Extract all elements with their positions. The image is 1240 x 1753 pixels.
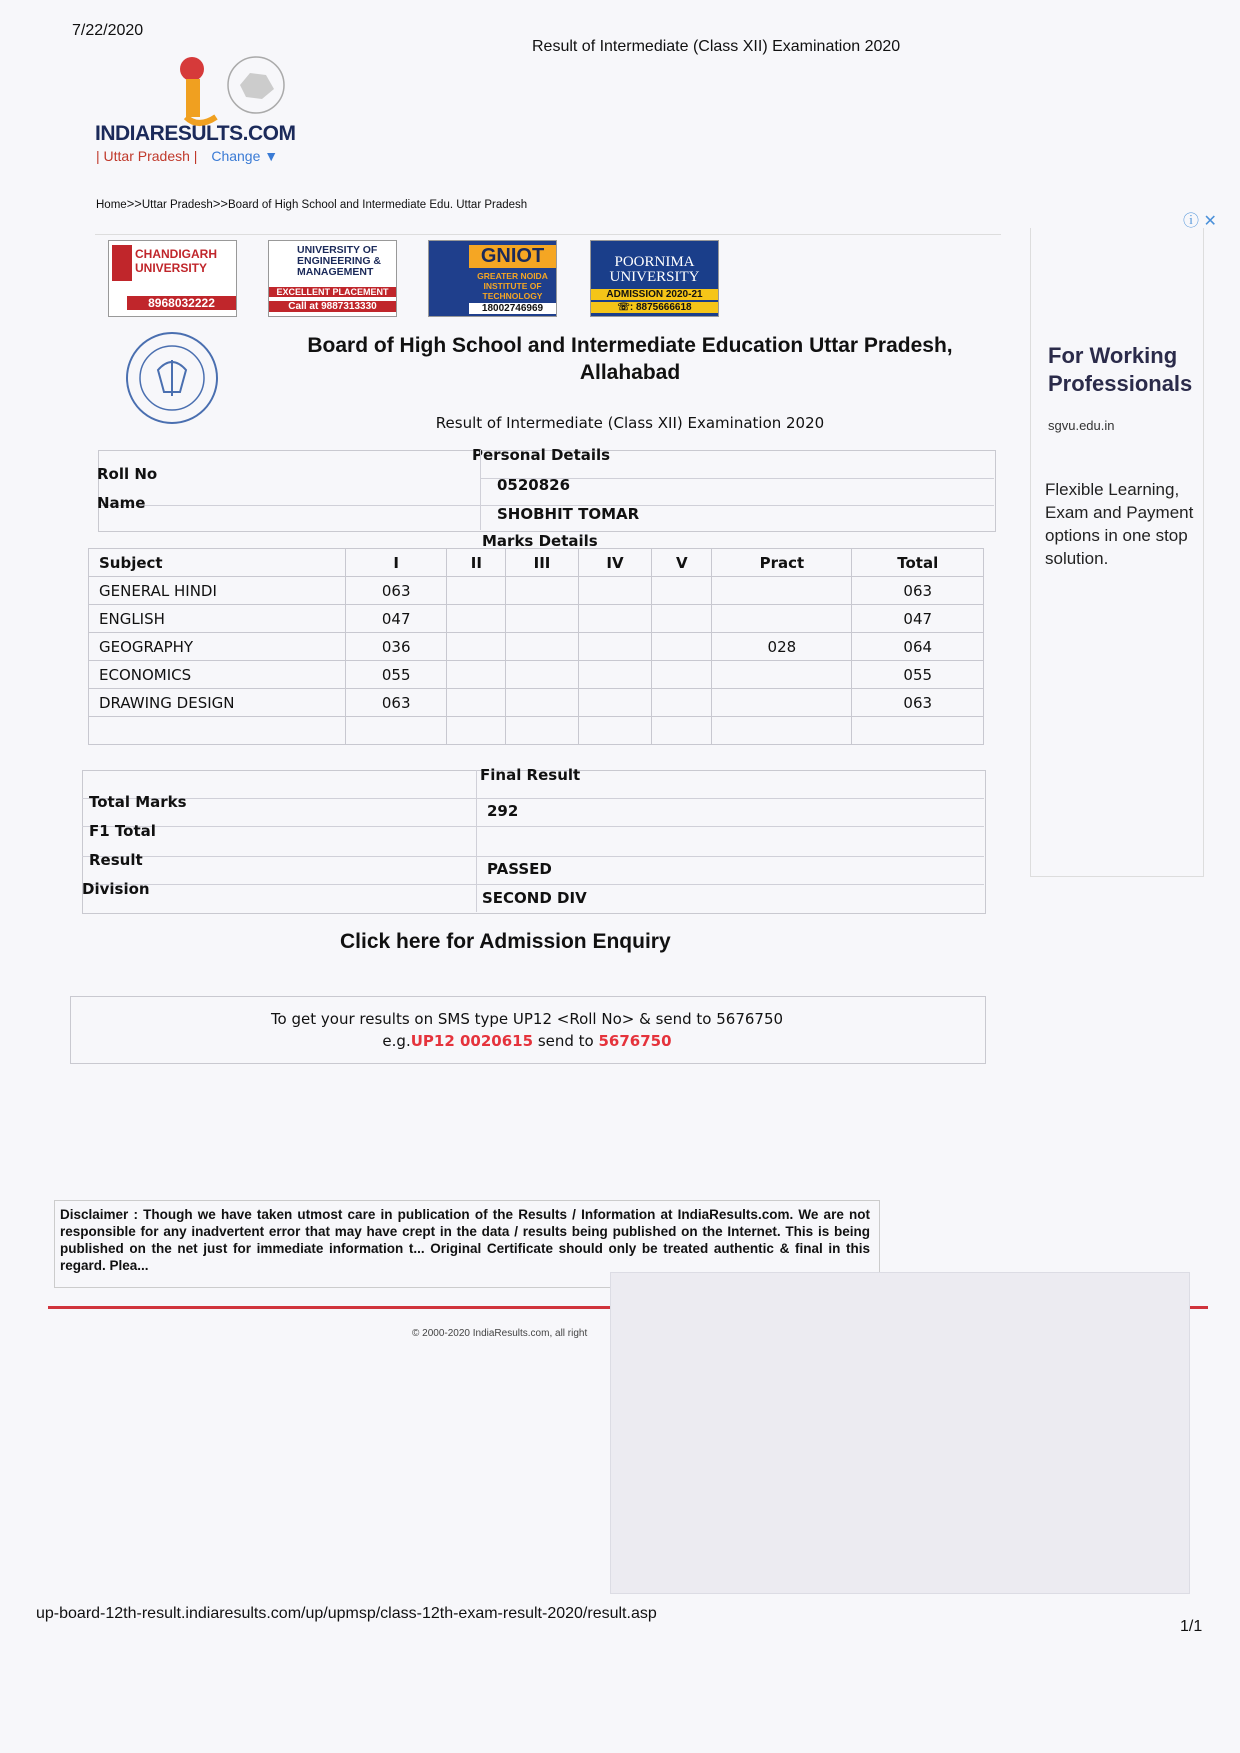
total-cell: 063 (852, 577, 984, 605)
exam-subtitle: Result of Intermediate (Class XII) Examination 2020 (435, 414, 825, 432)
mark-iv-cell (578, 689, 652, 717)
mark-i-cell: 063 (346, 689, 447, 717)
sms-eg: e.g. (382, 1032, 411, 1050)
up-government-seal-icon (124, 330, 220, 426)
subject-cell: DRAWING DESIGN (89, 689, 346, 717)
mark-iii-cell (506, 605, 578, 633)
banner-phone: 8968032222 (127, 296, 236, 310)
col-v: V (652, 549, 712, 577)
blank-overlay-panel (610, 1272, 1190, 1594)
mark-ii-cell (447, 633, 506, 661)
mark-i-cell: 036 (346, 633, 447, 661)
roll-no-label: Roll No (97, 465, 158, 483)
col-subject: Subject (89, 549, 346, 577)
print-date: 7/22/2020 (72, 22, 144, 39)
mark-i-cell: 063 (346, 577, 447, 605)
banner-title: UNIVERSITY OF ENGINEERING & MANAGEMENT (297, 244, 382, 278)
divider (82, 826, 984, 827)
ad-banner-gniot[interactable] (428, 240, 557, 317)
name-label: Name (97, 494, 146, 512)
banner-phone: 18002746969 (469, 303, 556, 314)
total-cell: 063 (852, 689, 984, 717)
banner-phone: Call at 9887313330 (269, 301, 396, 312)
col-total: Total (852, 549, 984, 577)
mark-iv-cell (578, 605, 652, 633)
division-value: SECOND DIV (482, 889, 587, 907)
banner-title: CHANDIGARH UNIVERSITY (135, 247, 217, 275)
state-label: | Uttar Pradesh | (96, 148, 198, 164)
sms-send-to: send to (533, 1032, 599, 1050)
mark-i-cell: 047 (346, 605, 447, 633)
mark-v-cell (652, 661, 712, 689)
empty-cell (578, 717, 652, 745)
mark-iii-cell (506, 689, 578, 717)
breadcrumb-home[interactable]: Home (96, 199, 127, 211)
mark-v-cell (652, 633, 712, 661)
col-iv: IV (578, 549, 652, 577)
empty-cell (712, 717, 852, 745)
mark-iii-cell (506, 633, 578, 661)
table-row (89, 689, 984, 717)
col-iii: III (506, 549, 578, 577)
total-cell: 064 (852, 633, 984, 661)
breadcrumb-board[interactable]: Board of High School and Intermediate Edu. Uttar Pradesh (228, 199, 528, 211)
banner-phone: ☏: 8875666618 (591, 302, 718, 313)
print-title: Result of Intermediate (Class XII) Examination 2020 (532, 38, 901, 55)
mark-iv-cell (578, 661, 652, 689)
personal-details-heading: Personal Details (472, 446, 611, 464)
banner-sub: GREATER NOIDA INSTITUTE OF TECHNOLOGY (477, 271, 548, 301)
empty-cell (89, 717, 346, 745)
mark-iii-cell (506, 661, 578, 689)
mark-ii-cell (447, 689, 506, 717)
col-i: I (346, 549, 447, 577)
ad-banner-chandigarh[interactable] (108, 240, 237, 317)
side-ad-body: Flexible Learning, Exam and Payment options in one stop solution. (1045, 480, 1194, 568)
table-row (89, 633, 984, 661)
side-ad-url[interactable]: sgvu.edu.in (1048, 418, 1115, 433)
breadcrumb-separator: >> (126, 196, 142, 211)
total-marks-label: Total Marks (89, 793, 187, 811)
divider (82, 884, 984, 885)
table-row (89, 661, 984, 689)
subject-cell: GENERAL HINDI (89, 577, 346, 605)
board-title (280, 332, 980, 386)
pract-cell (712, 661, 852, 689)
breadcrumb (96, 196, 527, 211)
mark-ii-cell (447, 577, 506, 605)
pract-cell: 028 (712, 633, 852, 661)
ad-banner-poornima[interactable] (590, 240, 719, 317)
breadcrumb-state[interactable]: Uttar Pradesh (141, 199, 213, 211)
board-title-line2: Allahabad (579, 361, 681, 384)
state-selector (96, 148, 278, 164)
table-row (89, 717, 984, 745)
table-row (89, 577, 984, 605)
disclaimer-text: Disclaimer : Though we have taken utmost care in publication of the Results / Information at IndiaResults.com. We are not responsible for any inadvertent error that may have crept in the data / results being published on the Internet. This is being published on the net just for immediate information t... Original Certificate should only be treated authentic & final in this regard. Plea... (60, 1207, 870, 1273)
subject-cell: ECONOMICS (89, 661, 346, 689)
result-label: Result (89, 851, 143, 869)
breadcrumb-separator: >> (212, 196, 229, 211)
site-logo-text[interactable]: INDIARESULTS.COM (95, 122, 296, 145)
mark-iii-cell (506, 577, 578, 605)
divider (480, 450, 481, 530)
pract-cell (712, 577, 852, 605)
banner-title: POORNIMA UNIVERSITY (609, 254, 700, 285)
divider (82, 798, 984, 799)
sms-example (70, 1032, 984, 1050)
mark-i-cell: 055 (346, 661, 447, 689)
empty-cell (346, 717, 447, 745)
subject-cell: ENGLISH (89, 605, 346, 633)
sms-code: UP12 0020615 (410, 1032, 534, 1050)
mark-ii-cell (447, 605, 506, 633)
mark-v-cell (652, 605, 712, 633)
pract-cell (712, 689, 852, 717)
mark-v-cell (652, 689, 712, 717)
division-label: Division (82, 880, 150, 898)
empty-cell (506, 717, 578, 745)
total-marks-value: 292 (487, 802, 519, 820)
copyright-text: © 2000-2020 IndiaResults.com, all right (412, 1328, 588, 1339)
sms-info-box (70, 996, 986, 1064)
change-state-link[interactable]: Change ▼ (211, 148, 279, 164)
marks-table (88, 548, 984, 745)
name-value: SHOBHIT TOMAR (497, 505, 640, 523)
page-url: up-board-12th-result.indiaresults.com/up/upmsp/class-12th-exam-result-2020/result.asp (36, 1605, 657, 1622)
subject-cell: GEOGRAPHY (89, 633, 346, 661)
sms-number: 5676750 (598, 1032, 672, 1050)
sms-instructions: To get your results on SMS type UP12 <Roll No> & send to 5676750 (270, 1010, 784, 1028)
final-result-heading: Final Result (480, 766, 581, 784)
marks-details-heading: Marks Details (482, 532, 598, 550)
page-number: 1/1 (1180, 1618, 1203, 1635)
total-cell: 055 (852, 661, 984, 689)
indiaresults-logo-icon[interactable] (170, 55, 300, 127)
marks-header-row (89, 549, 984, 577)
admission-enquiry-link[interactable]: Click here for Admission Enquiry (340, 930, 671, 953)
roll-no-value: 0520826 (497, 476, 571, 494)
mark-v-cell (652, 577, 712, 605)
empty-cell (652, 717, 712, 745)
mark-ii-cell (447, 661, 506, 689)
board-title-line1: Board of High School and Intermediate Education Uttar Pradesh, (307, 334, 953, 357)
divider (82, 856, 984, 857)
ad-choices-close-icon[interactable]: ⓘ ✕ (1183, 213, 1217, 230)
col-ii: II (447, 549, 506, 577)
mark-iv-cell (578, 633, 652, 661)
empty-cell (852, 717, 984, 745)
f1-total-label: F1 Total (89, 822, 156, 840)
divider (476, 770, 477, 912)
banner-title: GNIOT (469, 245, 556, 268)
side-ad-heading[interactable]: For Working Professionals (1048, 343, 1193, 396)
banner-tag: EXCELLENT PLACEMENT (269, 287, 396, 297)
col-pract: Pract (712, 549, 852, 577)
table-row (89, 605, 984, 633)
total-cell: 047 (852, 605, 984, 633)
empty-cell (447, 717, 506, 745)
banner-sub: ADMISSION 2020-21 (591, 289, 718, 300)
divider (95, 234, 1001, 235)
ad-banner-uem[interactable] (268, 240, 397, 317)
pract-cell (712, 605, 852, 633)
mark-iv-cell (578, 577, 652, 605)
result-value: PASSED (487, 860, 552, 878)
